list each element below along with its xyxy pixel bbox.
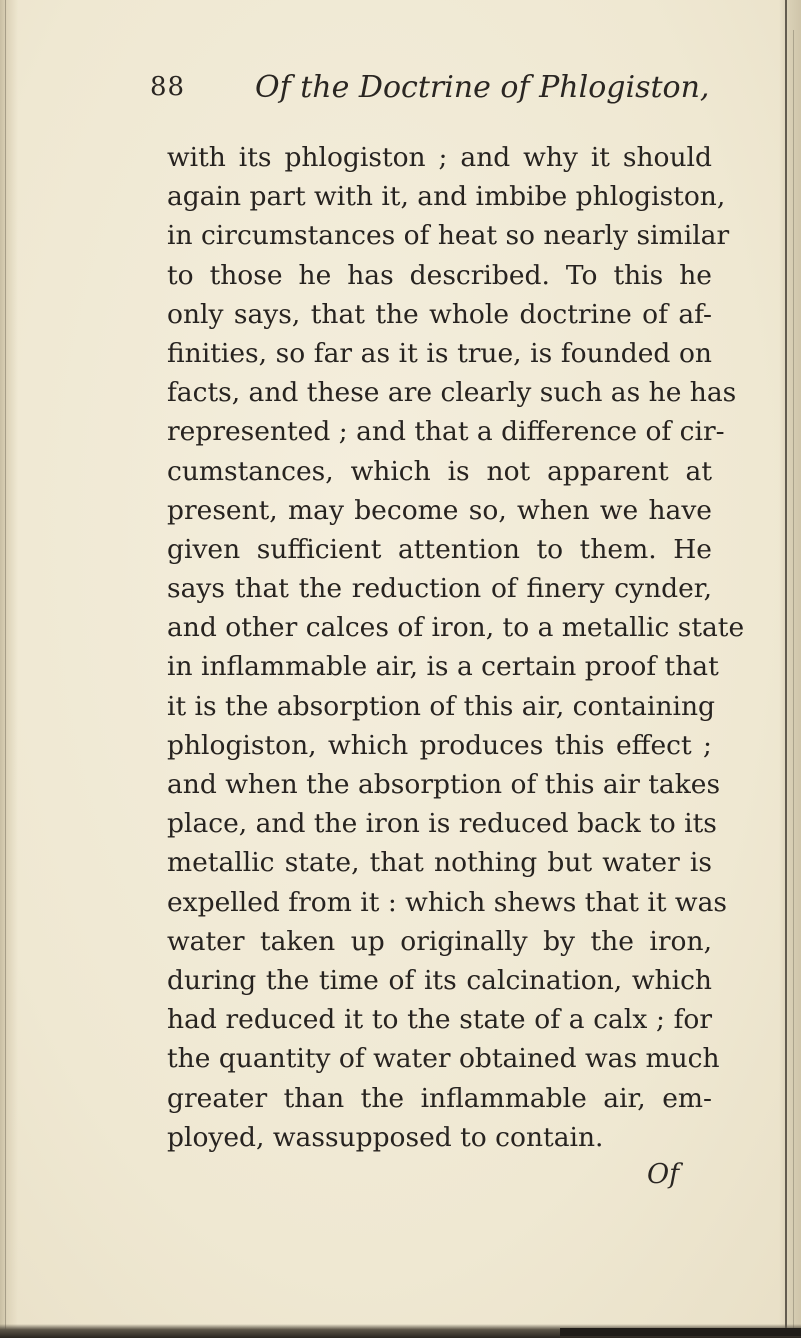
text-line: and when the absorption of this air takes bbox=[167, 769, 721, 800]
page-edge-shadow bbox=[779, 0, 801, 1338]
text-line: and other calces of iron, to a metallic state bbox=[167, 612, 745, 644]
text-line: during the time of its calcination, which bbox=[167, 964, 712, 996]
text-line: the quantity of water obtained was much bbox=[167, 1043, 720, 1075]
text-line: metallic state, that nothing but water is bbox=[167, 847, 712, 879]
text-line: to those he has described. To this he bbox=[167, 259, 712, 291]
text-line: phlogiston, which produces this effect ; bbox=[167, 729, 712, 761]
catchword-row bbox=[167, 1157, 712, 1197]
text-line: facts, and these are clearly such as he has bbox=[167, 377, 737, 409]
body-text bbox=[167, 138, 745, 1197]
text-line: in circumstances of heat so nearly similar bbox=[167, 220, 730, 252]
page-edge-line bbox=[785, 0, 787, 1338]
text-line: in inflammable air, is a certain proof that bbox=[167, 651, 719, 683]
page-header bbox=[150, 72, 710, 112]
text-line: only says, that the whole doctrine of af- bbox=[167, 298, 712, 330]
text-line: it is the absorption of this air, containing bbox=[167, 690, 716, 722]
text-line: again part with it, and imbibe phlogiston, bbox=[167, 181, 726, 213]
text-line: ployed, wassupposed to contain. bbox=[167, 1121, 604, 1153]
text-line: represented ; and that a difference of cir- bbox=[167, 416, 725, 448]
binding-shadow bbox=[0, 0, 18, 1338]
text-line: given sufficient attention to them. He bbox=[167, 533, 712, 565]
text-line: says that the reduction of finery cynder, bbox=[167, 573, 712, 605]
page-stack-line bbox=[793, 30, 794, 1330]
bottom-edge-dark bbox=[560, 1328, 801, 1336]
text-line: with its phlogiston ; and why it should bbox=[167, 142, 712, 173]
text-line: present, may become so, when we have bbox=[167, 494, 712, 526]
text-line: greater than the inflammable air, em- bbox=[167, 1082, 712, 1114]
text-line: water taken up originally by the iron, bbox=[167, 925, 712, 957]
text-line: place, and the iron is reduced back to its bbox=[167, 808, 717, 840]
text-line: cumstances, which is not apparent at bbox=[167, 455, 712, 487]
catchword: Of bbox=[647, 1158, 680, 1190]
text-line: had reduced it to the state of a calx ; for bbox=[167, 1004, 712, 1036]
binding-edge-line bbox=[5, 0, 6, 1338]
page-number: 88 bbox=[150, 72, 186, 102]
text-line: expelled from it : which shews that it was bbox=[167, 886, 728, 918]
text-line: finities, so far as it is true, is founded on bbox=[167, 337, 712, 369]
running-head: Of the Doctrine of Phlogiston, bbox=[255, 70, 710, 105]
